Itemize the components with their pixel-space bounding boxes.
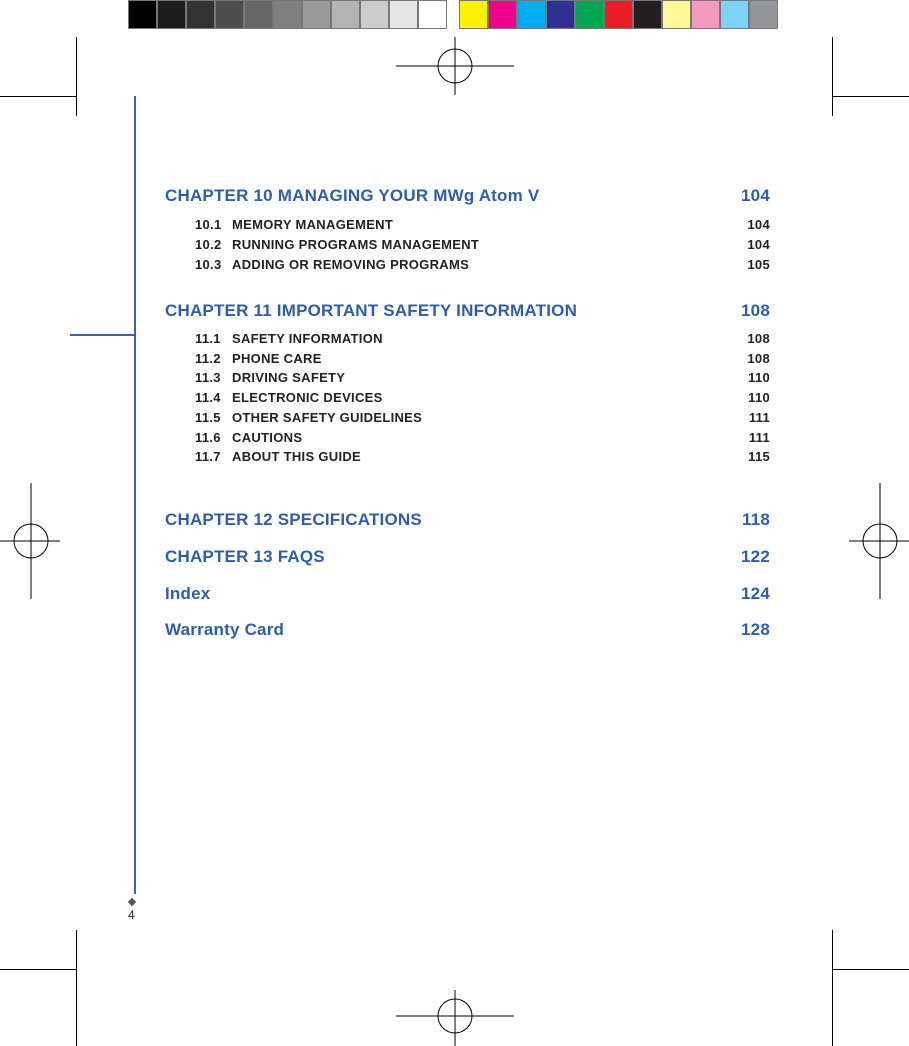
color-swatch (273, 0, 302, 29)
color-swatch (215, 0, 244, 29)
toc-section-number: 11.6 (195, 429, 221, 445)
grayscale-color-bar (128, 0, 447, 31)
toc-chapter-13[interactable] (165, 547, 770, 567)
toc-section-text (195, 410, 422, 425)
color-swatch (488, 0, 517, 29)
margin-rule-tab (70, 334, 135, 336)
color-swatch (331, 0, 360, 29)
toc-section-number: 11.3 (195, 370, 221, 386)
toc-section-number: 11.1 (195, 331, 221, 346)
toc-section-text (195, 430, 302, 445)
toc-section-number: 10.3 (195, 257, 222, 272)
diamond-icon (128, 898, 136, 906)
toc-section-text (195, 237, 479, 252)
color-swatch (157, 0, 186, 29)
toc-page-number: 122 (741, 547, 770, 566)
color-swatch (604, 0, 633, 29)
toc-page-number: 124 (741, 584, 770, 603)
toc-page-number: 105 (747, 257, 770, 272)
toc-section-text (195, 257, 469, 272)
toc-page-number: 111 (748, 409, 770, 425)
toc-section-text (195, 449, 361, 464)
color-swatch (575, 0, 604, 29)
color-swatch (662, 0, 691, 29)
registration-mark-left (0, 483, 60, 599)
toc-chapter-title: CHAPTER 10 MANAGING YOUR MWg Atom V (165, 186, 540, 205)
process-color-bar (459, 0, 778, 31)
toc-section-text (195, 331, 383, 346)
toc-section-row[interactable] (195, 370, 770, 385)
toc-section-number: 10.1 (195, 217, 222, 232)
toc-page-number: 104 (747, 217, 770, 232)
toc-section-row[interactable] (195, 430, 770, 445)
toc-chapter-11[interactable] (165, 301, 770, 321)
toc-section-title: RUNNING PROGRAMS MANAGEMENT (232, 237, 480, 252)
toc-section-row[interactable] (195, 257, 770, 272)
toc-page-number: 110 (748, 370, 770, 386)
toc-chapter-title: CHAPTER 13 FAQS (165, 547, 325, 566)
toc-section-row[interactable] (195, 237, 770, 252)
toc-section-title: ADDING OR REMOVING PROGRAMS (232, 257, 470, 272)
toc-section-row[interactable] (195, 410, 770, 425)
color-swatch (186, 0, 215, 29)
toc-page-number: 104 (747, 237, 770, 252)
margin-rule-vertical (134, 96, 136, 894)
toc-section-row[interactable] (195, 331, 770, 346)
toc-index[interactable] (165, 584, 770, 604)
toc-page-number: 108 (747, 350, 770, 366)
color-swatch (128, 0, 157, 29)
toc-page-number: 118 (741, 510, 770, 529)
toc-page-number: 115 (748, 449, 770, 465)
toc-section-text (195, 370, 345, 385)
registration-mark-right (849, 483, 909, 599)
toc-section-title: SAFETY INFORMATION (232, 331, 383, 346)
toc-chapter-title: Warranty Card (165, 620, 285, 639)
toc-chapter-12[interactable] (165, 510, 770, 530)
toc-section-number: 10.2 (195, 237, 222, 252)
toc-chapter-10[interactable] (165, 186, 770, 206)
toc-page-number: 110 (748, 390, 770, 406)
toc-page-number: 108 (741, 301, 770, 320)
color-swatch (244, 0, 273, 29)
color-swatch (302, 0, 331, 29)
color-swatch (517, 0, 546, 29)
toc-section-title: CAUTIONS (232, 429, 303, 445)
toc-section-number: 11.5 (195, 409, 221, 425)
toc-section-number: 11.2 (195, 350, 221, 366)
color-swatch (360, 0, 389, 29)
toc-section-title: MEMORY MANAGEMENT (232, 217, 394, 232)
toc-section-text (195, 217, 393, 232)
toc-page-number: 104 (741, 186, 770, 205)
toc-page-number: 111 (748, 429, 770, 445)
registration-mark-bottom (396, 990, 514, 1046)
color-swatch (691, 0, 720, 29)
page-number: 4 (128, 908, 135, 922)
toc-section-title: PHONE CARE (232, 350, 322, 366)
color-swatch (633, 0, 662, 29)
color-swatch (418, 0, 447, 29)
toc-chapter-title: Index (165, 584, 211, 603)
toc-section-row[interactable] (195, 217, 770, 232)
toc-section-title: DRIVING SAFETY (232, 370, 346, 386)
color-swatch (720, 0, 749, 29)
toc-section-row[interactable] (195, 390, 770, 405)
toc-warranty-card[interactable] (165, 620, 770, 640)
color-swatch (459, 0, 488, 29)
toc-section-number: 11.7 (195, 449, 221, 465)
toc-section-title: ELECTRONIC DEVICES (232, 390, 383, 406)
toc-section-number: 11.4 (195, 390, 221, 406)
toc-chapter-title: CHAPTER 12 SPECIFICATIONS (165, 510, 422, 529)
toc-section-text (195, 390, 383, 405)
toc-section-title: OTHER SAFETY GUIDELINES (232, 409, 423, 425)
toc-section-row[interactable] (195, 351, 770, 366)
toc-page-number: 128 (741, 620, 770, 639)
toc-section-text (195, 351, 322, 366)
color-swatch (546, 0, 575, 29)
toc-section-title: ABOUT THIS GUIDE (232, 449, 362, 465)
color-swatch (749, 0, 778, 29)
toc-chapter-title: CHAPTER 11 IMPORTANT SAFETY INFORMATION (165, 301, 578, 320)
color-swatch (389, 0, 418, 29)
toc-page-number: 108 (747, 331, 770, 346)
toc-section-row[interactable] (195, 449, 770, 464)
registration-mark-top (396, 37, 514, 95)
